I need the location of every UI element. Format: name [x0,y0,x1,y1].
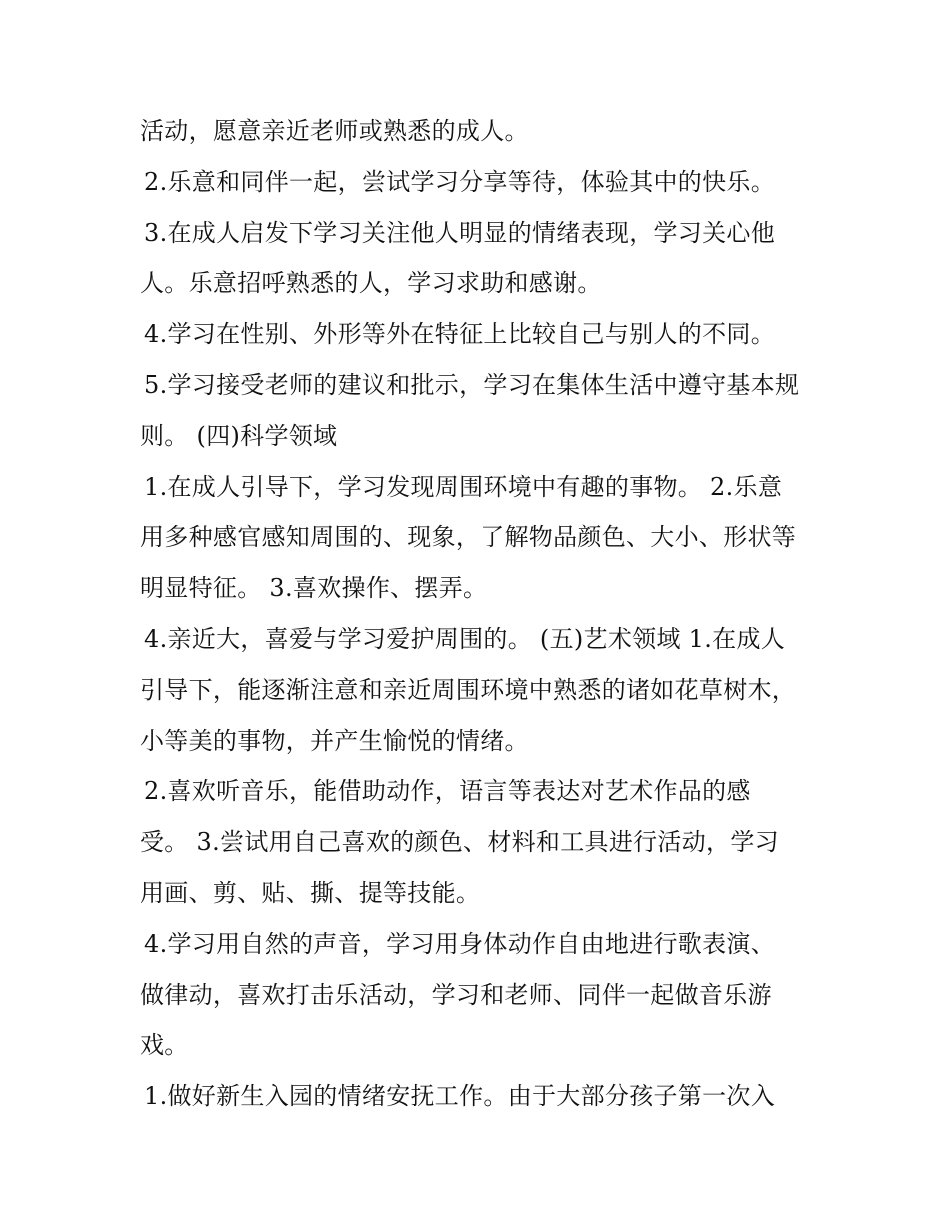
text-line: 人。乐意招呼熟悉的人，学习求助和感谢。 [140,269,602,298]
text-line: 活动，愿意亲近老师或熟悉的成人。 [140,117,529,145]
text-line: 明显特征。 3.喜欢操作、摆弄。 [140,574,488,603]
text-line: 戏。 [140,1031,189,1060]
document-body [140,106,820,1122]
text-line: 3.在成人启发下学习关注他人明显的情绪表现，学习关心他 [144,218,775,247]
text-line: 5.学习接受老师的建议和批示，学习在集体生活中遵守基本规 [144,370,800,399]
text-line: 4.亲近大，喜爱与学习爱护周围的。 (五)艺术领域 1.在成人 [144,624,786,653]
text-line: 4.学习用自然的声音，学习用身体动作自由地进行歌表演、 [144,929,775,958]
text-line: 4.学习在性别、外形等外在特征上比较自己与别人的不同。 [144,320,775,349]
text-line: 用画、剪、贴、撕、提等技能。 [140,878,481,907]
text-line: 1.在成人引导下，学习发现周围环境中有趣的事物。 2.乐意 [144,472,783,501]
text-line: 用多种感官感知周围的、现象，了解物品颜色、大小、形状等 [140,523,797,552]
text-line: 2.乐意和同伴一起，尝试学习分享等待，体验其中的快乐。 [144,167,775,196]
text-line: 小等美的事物，并产生愉悦的情绪。 [140,726,529,755]
text-line: 做律动，喜欢打击乐活动，学习和老师、同伴一起做音乐游 [140,980,772,1009]
text-line: 引导下，能逐渐注意和亲近周围环境中熟悉的诸如花草树木， [140,675,797,704]
text-line: 受。 3.尝试用自己喜欢的颜色、材料和工具进行活动，学习 [140,828,779,857]
text-line: 1.做好新生入园的情绪安抚工作。由于大部分孩子第一次入 [144,1082,775,1111]
text-line: 则。 (四)科学领域 [140,421,338,450]
text-line: 2.喜欢听音乐，能借助动作，语言等表达对艺术作品的感 [144,777,751,806]
